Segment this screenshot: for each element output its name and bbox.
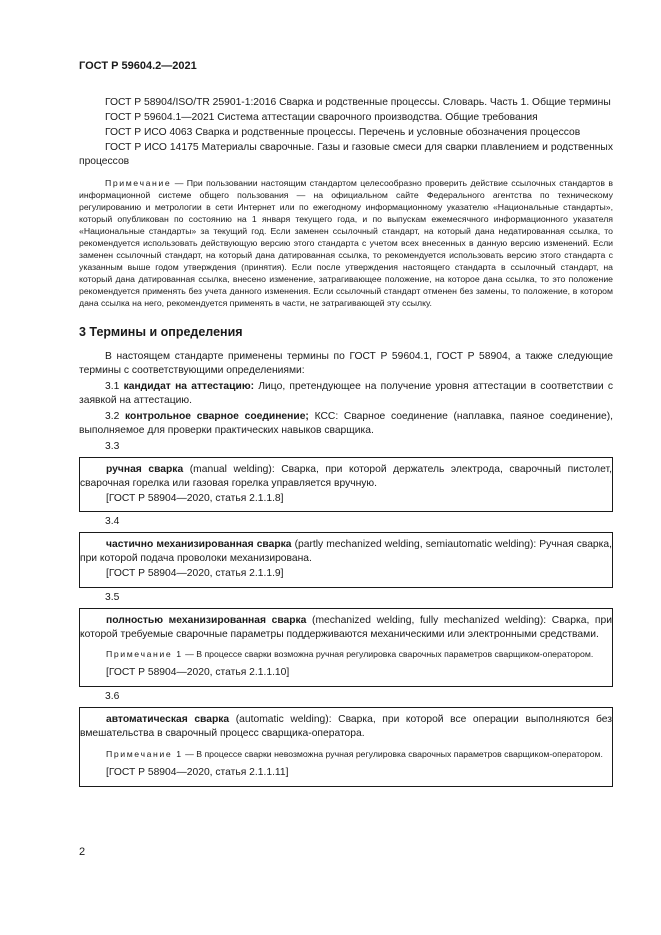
term-name: полностью механизированная сварка [106, 614, 307, 626]
term-number: 3.3 [105, 441, 120, 452]
reference-item: ГОСТ Р 58904/ISO/TR 25901-1:2016 Сварка и родственные процессы. Словарь. Часть 1. Общие термины [105, 97, 611, 108]
term-name: частично механизированная сварка [106, 539, 292, 551]
term-source: [ГОСТ Р 58904—2020, статья 2.1.1.8] [106, 492, 284, 504]
term-source: [ГОСТ Р 58904—2020, статья 2.1.1.9] [106, 567, 284, 579]
note-label: Примечание 1 [106, 649, 183, 660]
term-definition: частично механизированная сварка (partly mechanized welding, semiautomatic welding): Ручная сварка, при которой подача проволоки механизирована. [80, 539, 612, 565]
document-body [79, 96, 613, 787]
term-number: 3.4 [105, 516, 120, 528]
term-name: ручная сварка [106, 464, 184, 475]
page-header-standard-id: ГОСТ Р 59604.2—2021 [79, 60, 197, 72]
term-number: 3.1 [105, 381, 120, 392]
term-name: кандидат на аттестацию: [123, 381, 255, 392]
term-note: Примечание 1 — В процессе сварки возможна ручная регулировка сварочных параметров сварщиком-оператором. [106, 649, 594, 660]
note-text: — При пользовании настоящим стандартом целесообразно проверить действие ссылочных стандартов в информационной системе общего пользования — на официальном сайте Федерального агентства по техническому регулированию и метрологии в сети Интернет или по ежегодному информационному указателю «Национальные стандарты», который опубликован по состоянию на 1 января текущего года, и по выпускам ежемесячного информационного указателя «Национальные стандарты» за текущий год. Если заменен ссылочный стандарт, на который дана недатированная ссылка, то рекомендуется использовать действующую версию этого стандарта с учетом всех внесенных в данную версию изменений. Если заменен ссылочный стандарт, на который дана датированная ссылка, то рекомендуется использовать версию этого стандарта с указанным выше годом утверждения (принятия). Если после утверждения настоящего стандарта в ссылочный стандарт, на который дана датированная ссылка, внесено изменение, затрагивающее положение, на которое дана ссылка, то это положение рекомендуется применять без учета данного изменения. Если ссылочный стандарт отменен без замены, то положение, в котором дана ссылка на него, рекомендуется применять в части, не затрагивающей эту ссылку. [79, 178, 613, 308]
page-number: 2 [79, 846, 86, 858]
term-definition: КСС: Сварное соединение (наплавка, паяное соединение), выполняемое для проверки практических навыков сварщика. [79, 411, 613, 436]
section-intro: В настоящем стандарте применены термины по ГОСТ Р 59604.1, ГОСТ Р 58904, а также следующие термины с соответствующими определениями: [79, 351, 613, 376]
term-box-3-5 [79, 608, 613, 687]
term-box-3-6 [79, 707, 613, 786]
term-definition: ручная сварка (manual welding): Сварка, при которой держатель электрода, сварочный пистолет, сварочная горелка или газовая горелка управляется вручную. [80, 464, 612, 489]
reference-item: ГОСТ Р ИСО 14175 Материалы сварочные. Газы и газовые смеси для сварки плавлением и родственных процессов [79, 142, 613, 167]
term-definition: полностью механизированная сварка (mechanized welding, fully mechanized welding): Сварка, при которой требуемые сварочные параметры поддерживаются механическими или электронными средствами. [80, 614, 612, 640]
term-box-3-4 [79, 532, 613, 587]
term-3-1 [79, 380, 613, 407]
term-box-3-3 [79, 457, 613, 512]
note-label: Примечание 1 [106, 748, 183, 759]
term-note: Примечание 1 — В процессе сварки невозможна ручная регулировка сварочных параметров сварщиком-оператором. [106, 748, 603, 759]
reference-item: ГОСТ Р 59604.1—2021 Система аттестации сварочного производства. Общие требования [105, 112, 538, 123]
term-number: 3.6 [105, 691, 120, 703]
term-source: [ГОСТ Р 58904—2020, статья 2.1.1.10] [106, 667, 290, 679]
section-title: 3 Термины и определения [79, 325, 243, 339]
term-3-2 [79, 410, 613, 437]
term-number: 3.2 [105, 411, 120, 422]
note-label: Примечание [105, 178, 172, 188]
term-definition: автоматическая сварка (automatic welding): Сварка, при которой все операции выполняются без вмешательства в сварочный процесс сварщика-оператора. [80, 714, 612, 739]
term-source: [ГОСТ Р 58904—2020, статья 2.1.1.11] [106, 766, 289, 778]
term-number: 3.5 [105, 591, 120, 603]
reference-item: ГОСТ Р ИСО 4063 Сварка и родственные процессы. Перечень и условные обозначения процессов [105, 127, 581, 138]
term-name: автоматическая сварка [106, 714, 230, 726]
term-definition: Лицо, претендующее на получение уровня аттестации в соответствии с заявкой на аттестацию. [79, 381, 613, 406]
reference-note [79, 177, 613, 309]
term-name: контрольное сварное соединение; [125, 411, 309, 422]
